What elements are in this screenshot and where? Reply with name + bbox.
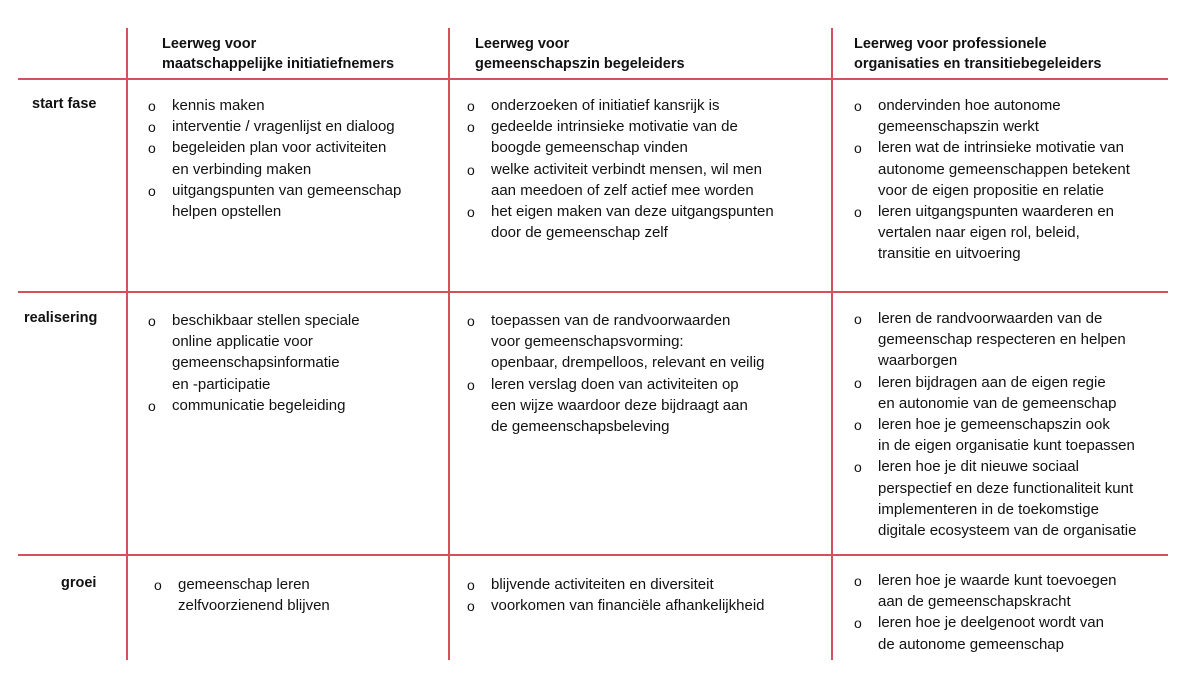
column-divider-2 bbox=[448, 28, 450, 660]
list-item-text: leren bijdragen aan de eigen regie bbox=[878, 373, 1106, 391]
cell-realisering-professionele-organisaties bbox=[854, 308, 1137, 541]
column-divider-3 bbox=[831, 28, 833, 660]
cell-groei-begeleiders bbox=[467, 574, 765, 616]
cell-groei-initiatiefnemers bbox=[154, 574, 330, 616]
bullet-icon: o bbox=[854, 573, 862, 589]
bullet-icon: o bbox=[467, 119, 475, 136]
list-item bbox=[467, 374, 765, 438]
list-item-text: leren hoe je deelgenoot wordt van bbox=[878, 614, 1104, 632]
list-item bbox=[148, 310, 360, 395]
list-item-text: uitgangspunten van gemeenschap bbox=[172, 181, 402, 199]
list-item-text: de gemeenschapsbeleving bbox=[491, 418, 670, 436]
cell-start-fase-begeleiders bbox=[467, 95, 774, 243]
list-item-text: leren uitgangspunten waarderen en bbox=[878, 203, 1115, 221]
list-item-text: communicatie begeleiding bbox=[172, 396, 346, 414]
list-item-text: aan de gemeenschapskracht bbox=[878, 593, 1071, 611]
list-item bbox=[854, 308, 1137, 372]
list-item-text: boogde gemeenschap vinden bbox=[491, 139, 688, 157]
row-divider-header bbox=[18, 78, 1168, 80]
list-item-text: beschikbaar stellen speciale bbox=[172, 312, 360, 329]
list-item bbox=[467, 574, 765, 595]
list-item bbox=[467, 201, 774, 243]
list-item bbox=[854, 201, 1130, 265]
list-item-text: interventie / vragenlijst en dialoog bbox=[172, 118, 395, 136]
bullet-icon: o bbox=[467, 313, 475, 329]
list-item bbox=[467, 95, 774, 116]
column-header-initiatiefnemers bbox=[162, 34, 394, 74]
bullet-icon: o bbox=[854, 98, 862, 114]
bullet-icon: o bbox=[148, 182, 156, 199]
bullet-icon: o bbox=[148, 140, 156, 157]
bullet-icon: o bbox=[148, 313, 156, 329]
list-item bbox=[854, 612, 1117, 654]
header-line: gemeenschapszin begeleiders bbox=[475, 56, 685, 72]
bullet-icon: o bbox=[467, 204, 475, 221]
list-item-text: waarborgen bbox=[878, 352, 958, 370]
bullet-icon: o bbox=[467, 577, 475, 593]
list-item-text: in de eigen organisatie kunt toepassen bbox=[878, 437, 1135, 455]
list-item-text: online applicatie voor bbox=[172, 333, 313, 351]
list-item-text: en autonomie van de gemeenschap bbox=[878, 394, 1117, 412]
bullet-icon: o bbox=[148, 98, 156, 114]
list-item-text: gemeenschap respecteren en helpen bbox=[878, 331, 1126, 349]
row-divider-start-fase bbox=[18, 291, 1168, 293]
bullet-icon: o bbox=[854, 459, 862, 476]
bullet-icon: o bbox=[467, 161, 475, 178]
cell-realisering-begeleiders bbox=[467, 310, 765, 437]
cell-realisering-initiatiefnemers bbox=[148, 310, 360, 416]
cell-start-fase-professionele-organisaties bbox=[854, 95, 1130, 265]
bullet-icon: o bbox=[854, 311, 862, 327]
list-item bbox=[854, 414, 1137, 456]
header-line: Leerweg voor bbox=[475, 36, 570, 52]
list-item-text: ondervinden hoe autonome bbox=[878, 97, 1061, 114]
bullet-icon: o bbox=[854, 140, 862, 157]
column-divider-1 bbox=[126, 28, 128, 660]
bullet-icon: o bbox=[148, 397, 156, 414]
list-item-text: door de gemeenschap zelf bbox=[491, 224, 668, 242]
list-item-text: leren hoe je gemeenschapszin ook bbox=[878, 416, 1110, 434]
list-item-text: gedeelde intrinsieke motivatie van de bbox=[491, 118, 738, 136]
list-item-text: en verbinding maken bbox=[172, 160, 312, 178]
list-item-text: perspectief en deze functionaliteit kunt bbox=[878, 479, 1134, 497]
list-item-text: leren hoe je waarde kunt toevoegen bbox=[878, 572, 1117, 589]
list-item bbox=[854, 137, 1130, 201]
cell-start-fase-initiatiefnemers bbox=[148, 95, 401, 222]
list-item bbox=[148, 180, 401, 222]
row-divider-realisering bbox=[18, 554, 1168, 556]
row-label-realisering: realisering bbox=[24, 310, 98, 326]
list-item-text: toepassen van de randvoorwaarden bbox=[491, 312, 731, 329]
list-item bbox=[467, 159, 774, 201]
list-item bbox=[154, 574, 330, 616]
list-item bbox=[467, 116, 774, 158]
list-item bbox=[467, 595, 765, 616]
list-item bbox=[148, 116, 401, 137]
list-item-text: autonome gemeenschappen betekent bbox=[878, 160, 1130, 178]
header-line: Leerweg voor bbox=[162, 36, 257, 52]
list-item-text: gemeenschap leren bbox=[178, 576, 310, 593]
list-item-text: helpen opstellen bbox=[172, 203, 282, 221]
row-label-start-fase: start fase bbox=[32, 96, 97, 112]
list-item-text: een wijze waardoor deze bijdraagt aan bbox=[491, 396, 748, 414]
list-item-text: gemeenschapszin werkt bbox=[878, 118, 1039, 136]
row-label-groei: groei bbox=[61, 575, 97, 591]
list-item bbox=[854, 95, 1130, 137]
list-item-text: begeleiden plan voor activiteiten bbox=[172, 139, 387, 157]
bullet-icon: o bbox=[854, 204, 862, 221]
bullet-icon: o bbox=[854, 374, 862, 391]
list-item-text: vertalen naar eigen rol, beleid, bbox=[878, 224, 1080, 242]
list-item-text: gemeenschapsinformatie bbox=[172, 354, 340, 372]
list-item-text: voor gemeenschapsvorming: bbox=[491, 333, 684, 351]
bullet-icon: o bbox=[154, 577, 162, 593]
list-item bbox=[467, 310, 765, 374]
bullet-icon: o bbox=[467, 376, 475, 393]
list-item bbox=[148, 395, 360, 416]
header-line: Leerweg voor professionele bbox=[854, 36, 1047, 52]
list-item-text: kennis maken bbox=[172, 97, 265, 114]
list-item-text: blijvende activiteiten en diversiteit bbox=[491, 576, 714, 593]
header-line: maatschappelijke initiatiefnemers bbox=[162, 56, 395, 72]
list-item-text: digitale ecosysteem van de organisatie bbox=[878, 522, 1137, 540]
column-header-professionele-organisaties bbox=[854, 34, 1101, 74]
list-item-text: aan meedoen of zelf actief mee worden bbox=[491, 181, 754, 199]
list-item bbox=[854, 570, 1117, 612]
column-header-begeleiders bbox=[475, 34, 685, 74]
list-item-text: openbaar, drempelloos, relevant en veilig bbox=[491, 354, 765, 372]
list-item bbox=[854, 372, 1137, 414]
list-item bbox=[854, 456, 1137, 541]
list-item bbox=[148, 137, 401, 179]
list-item-text: en -participatie bbox=[172, 375, 271, 393]
list-item-text: voorkomen van financiële afhankelijkheid bbox=[491, 597, 765, 615]
list-item-text: leren hoe je dit nieuwe sociaal bbox=[878, 458, 1079, 476]
bullet-icon: o bbox=[467, 98, 475, 114]
bullet-icon: o bbox=[854, 615, 862, 632]
list-item-text: de autonome gemeenschap bbox=[878, 635, 1064, 653]
cell-groei-professionele-organisaties bbox=[854, 570, 1117, 655]
list-item-text: welke activiteit verbindt mensen, wil men bbox=[491, 160, 762, 178]
list-item-text: leren wat de intrinsieke motivatie van bbox=[878, 139, 1124, 157]
list-item-text: leren verslag doen van activiteiten op bbox=[491, 375, 739, 393]
list-item-text: implementeren in de toekomstige bbox=[878, 500, 1099, 518]
list-item-text: onderzoeken of initiatief kansrijk is bbox=[491, 97, 720, 114]
bullet-icon: o bbox=[148, 119, 156, 136]
list-item-text: transitie en uitvoering bbox=[878, 245, 1021, 263]
header-line: organisaties en transitiebegeleiders bbox=[854, 56, 1102, 72]
list-item-text: voor de eigen propositie en relatie bbox=[878, 181, 1104, 199]
list-item-text: het eigen maken van deze uitgangspunten bbox=[491, 203, 774, 221]
list-item-text: leren de randvoorwaarden van de bbox=[878, 310, 1103, 327]
bullet-icon: o bbox=[467, 598, 475, 615]
bullet-icon: o bbox=[854, 417, 862, 434]
list-item bbox=[148, 95, 401, 116]
list-item-text: zelfvoorzienend blijven bbox=[178, 597, 330, 615]
